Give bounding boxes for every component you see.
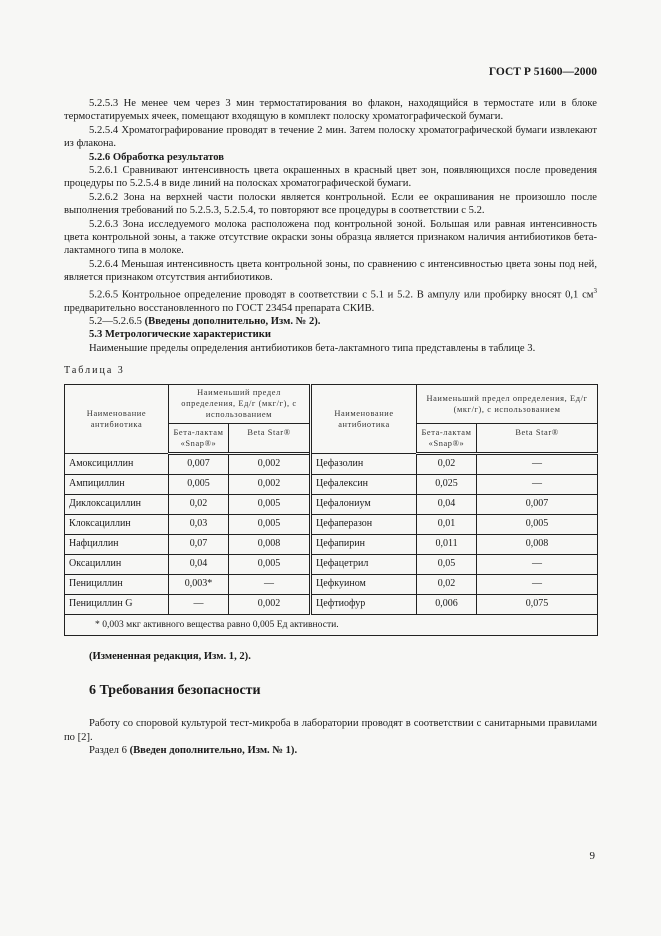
limit-value-cell: 0,011 (417, 534, 477, 554)
section-heading-5-2-6: 5.2.6 Обработка результатов (89, 151, 224, 163)
limit-value-cell: 0,002 (229, 474, 311, 494)
table-caption: Таблица 3 (64, 365, 125, 377)
limit-value-cell: 0,006 (417, 594, 477, 614)
limit-value-cell: — (477, 474, 598, 494)
limit-value-cell: 0,008 (229, 534, 311, 554)
limit-value-cell: — (477, 574, 598, 594)
limit-value-cell: 0,07 (169, 534, 229, 554)
text: 5.2.6.5 Контрольное определение проводят в соответствии с 5.1 и 5.2. В ампулу или пробирку вносят 0,1 см (89, 289, 594, 301)
amendment-bold: (Введен дополнительно, Изм. № 1). (129, 745, 298, 757)
antibiotic-name-cell: Цефаперазон (311, 514, 417, 534)
antibiotic-name-cell: Нафциллин (65, 534, 169, 554)
document-id-header: ГОСТ Р 51600—2000 (488, 66, 597, 78)
limit-value-cell: 0,075 (477, 594, 598, 614)
antibiotic-name-cell: Пенициллин G (65, 594, 169, 614)
paragraph: 5.2.5.4 Хроматографирование проводят в течение 2 мин. Затем полоску хроматографической бумаги извлекают из флакона. (64, 124, 597, 150)
limit-value-cell: 0,003* (169, 574, 229, 594)
header-snap: Бета-лактам «Snap®» (169, 423, 229, 453)
document-body (64, 97, 597, 758)
table-row (65, 534, 598, 554)
limit-value-cell: 0,04 (169, 554, 229, 574)
paragraph: 5.2.6.3 Зона исследуемого молока расположена под контрольной зоной. Большая или равная интенсивность цвета контрольной зоны, а также отсутствие окраски зоны образца является признаком наличия антибиотиков бета-лактамного типа в молоке. (64, 218, 597, 257)
antibiotic-name-cell: Клоксациллин (65, 514, 169, 534)
header-limit: Наименьший предел определения, Ед/г (мкг/г), с использованием (169, 384, 311, 423)
antibiotic-name-cell: Цефтиофур (311, 594, 417, 614)
header-name: Наименование антибиотика (65, 384, 169, 453)
table-row (65, 554, 598, 574)
table-row (65, 514, 598, 534)
limit-value-cell: 0,008 (477, 534, 598, 554)
page-number: 9 (589, 850, 595, 862)
table-3 (64, 384, 598, 636)
limit-value-cell: 0,005 (477, 514, 598, 534)
antibiotic-name-cell: Цефалониум (311, 494, 417, 514)
amendment-note: (Измененная редакция, Изм. 1, 2). (89, 650, 251, 662)
limit-value-cell: 0,002 (229, 453, 311, 474)
limit-value-cell: 0,007 (169, 453, 229, 474)
antibiotic-name-cell: Цефазолин (311, 453, 417, 474)
limit-value-cell: — (477, 453, 598, 474)
table-row (65, 453, 598, 474)
antibiotic-name-cell: Цефкуином (311, 574, 417, 594)
text: 5.2—5.2.6.5 (89, 316, 145, 328)
antibiotic-name-cell: Пенициллин (65, 574, 169, 594)
paragraph: 5.2.6.2 Зона на верхней части полоски является контрольной. Если ее окрашивания не произошло после выполнения требований по 5.2.5.3, 5.2.5.4, то повторяют все процедуры в соответствии с 5.2. (64, 191, 597, 217)
limit-value-cell: 0,002 (229, 594, 311, 614)
limit-value-cell: 0,005 (229, 514, 311, 534)
table-row (65, 574, 598, 594)
section-heading-5-3: 5.3 Метрологические характеристики (89, 329, 271, 341)
header-beta-star: Beta Star® (477, 423, 598, 453)
paragraph: Работу со споровой культурой тест-микроба в лаборатории проводят в соответствии с санитарными правилами по [2]. (64, 718, 597, 743)
limit-value-cell: 0,005 (169, 474, 229, 494)
paragraph: 5.2.6.4 Меньшая интенсивность цвета контрольной зоны, по сравнению с интенсивностью цвета зоны под ней, является признаком отсутствия антибиотиков. (64, 258, 597, 284)
header-limit: Наименьший предел определения, Ед/г (мкг/г), с использованием (417, 384, 598, 423)
antibiotic-name-cell: Цефапирин (311, 534, 417, 554)
paragraph-5-2-6-5 (64, 285, 597, 315)
limit-value-cell: 0,03 (169, 514, 229, 534)
antibiotic-name-cell: Цефацетрил (311, 554, 417, 574)
table-footnote: * 0,003 мкг активного вещества равно 0,005 Ед активности. (65, 614, 598, 635)
header-beta-star: Beta Star® (229, 423, 311, 453)
antibiotic-name-cell: Диклоксациллин (65, 494, 169, 514)
limit-value-cell: 0,04 (417, 494, 477, 514)
limit-value-cell: 0,007 (477, 494, 598, 514)
limit-value-cell: — (229, 574, 311, 594)
table-row (65, 594, 598, 614)
limit-value-cell: 0,02 (169, 494, 229, 514)
table-row (65, 494, 598, 514)
limit-value-cell: 0,02 (417, 453, 477, 474)
limit-value-cell: 0,005 (229, 554, 311, 574)
paragraph: Наименьшие пределы определения антибиотиков бета-лактамного типа представлены в таблице 3. (89, 342, 536, 354)
limit-value-cell: 0,01 (417, 514, 477, 534)
section-heading-6: 6 Требования безопасности (89, 683, 261, 699)
antibiotic-name-cell: Амоксициллин (65, 453, 169, 474)
antibiotic-name-cell: Оксациллин (65, 554, 169, 574)
amendment-bold: (Введены дополнительно, Изм. № 2). (144, 316, 321, 328)
limit-value-cell: 0,025 (417, 474, 477, 494)
header-snap: Бета-лактам «Snap®» (417, 423, 477, 453)
header-name: Наименование антибиотика (311, 384, 417, 453)
paragraph: 5.2.6.1 Сравнивают интенсивность цвета окрашенных в красный цвет зон, появляющихся после проведения процедуры по 5.2.5.4 в виде линий на полосках хроматографической бумаги. (64, 165, 597, 190)
text: предварительно восстановленного по ГОСТ 23454 препарата СКИВ. (64, 302, 375, 314)
limit-value-cell: 0,02 (417, 574, 477, 594)
antibiotic-name-cell: Ампициллин (65, 474, 169, 494)
antibiotic-name-cell: Цефалексин (311, 474, 417, 494)
table-row (65, 474, 598, 494)
amendment-note (64, 315, 597, 328)
amendment-note (64, 744, 597, 757)
limit-value-cell: — (169, 594, 229, 614)
limit-value-cell: — (477, 554, 598, 574)
superscript: 3 (593, 286, 597, 295)
footnote-row (65, 614, 598, 635)
paragraph: 5.2.5.3 Не менее чем через 3 мин термостатирования во флакон, находящийся в термостате или в блоке термостатируемых ячеек, помещают входящую в комплект полоску хроматографической бумаги. (64, 98, 597, 123)
text: Раздел 6 (89, 745, 130, 757)
limit-value-cell: 0,05 (417, 554, 477, 574)
limit-value-cell: 0,005 (229, 494, 311, 514)
